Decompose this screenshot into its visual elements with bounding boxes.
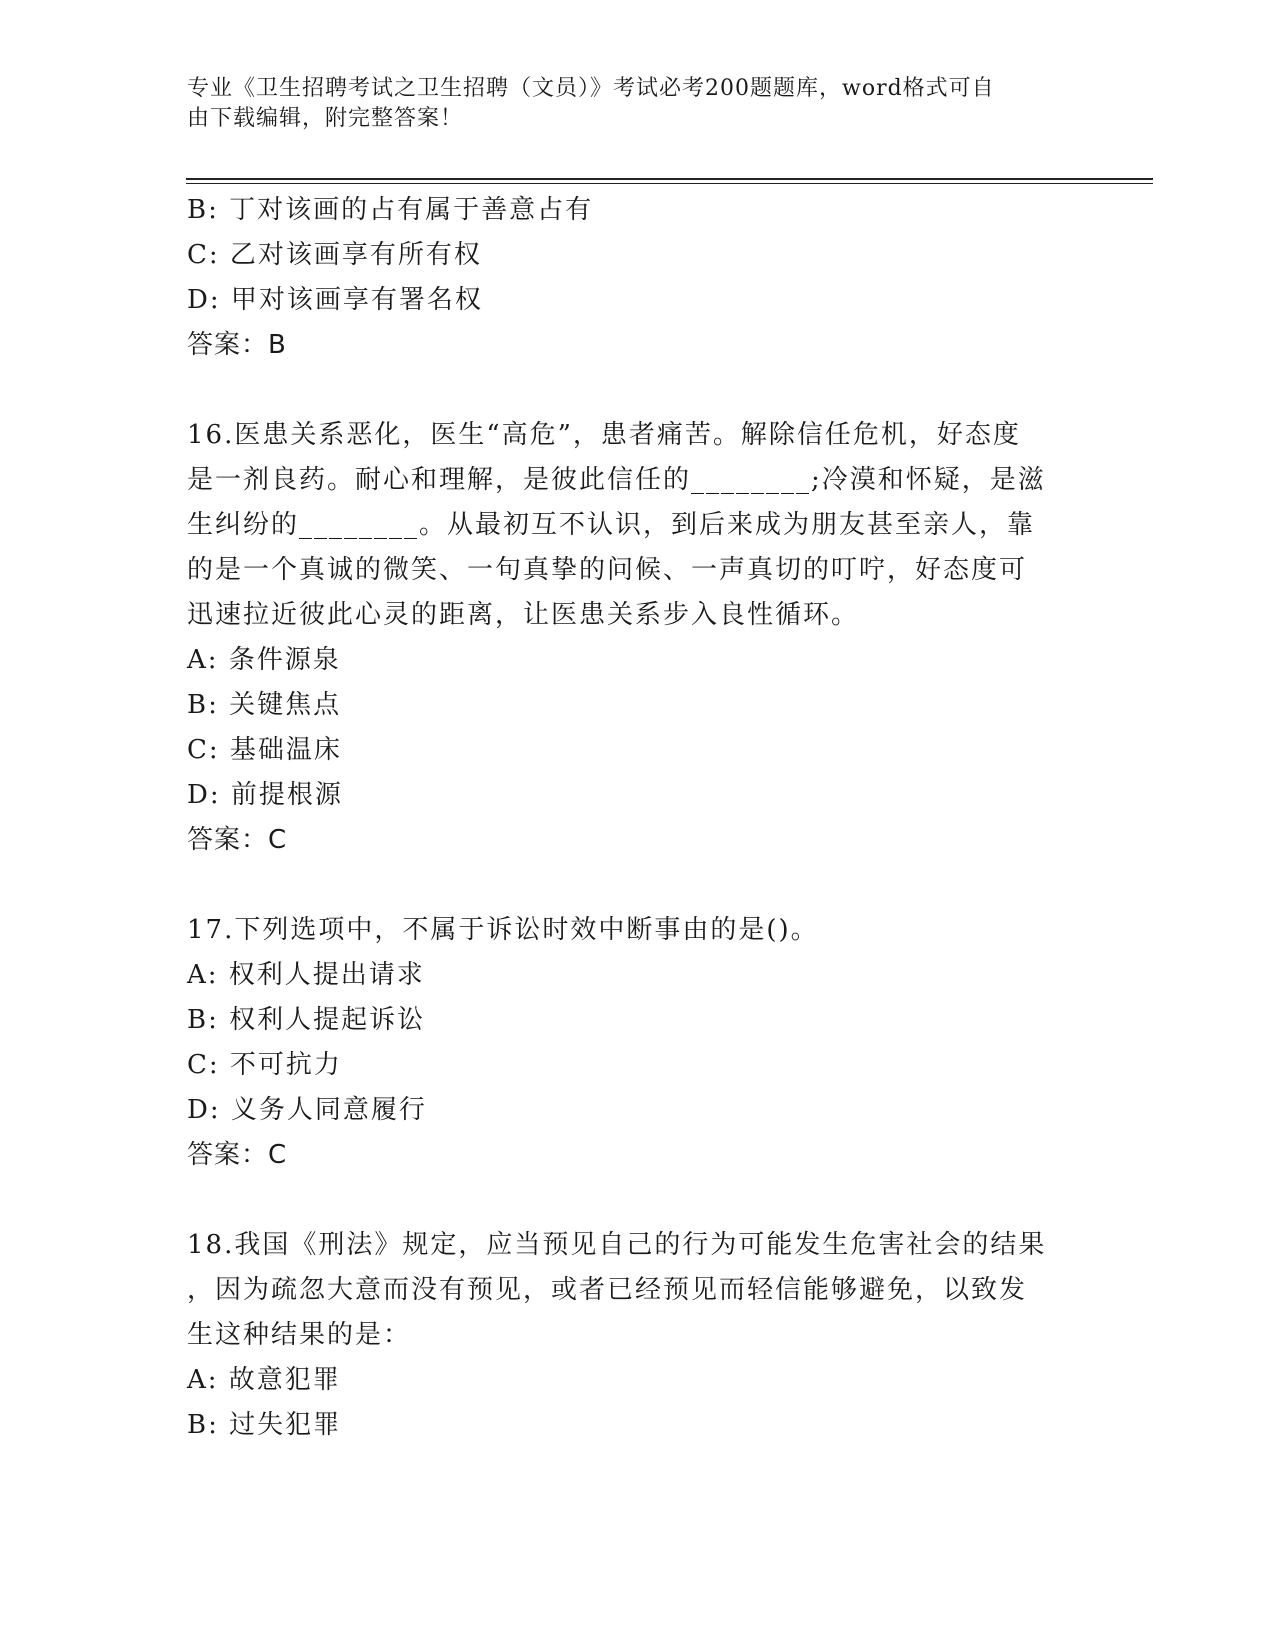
spacer (187, 368, 1087, 413)
option-d: D: 义务人同意履行 (187, 1095, 427, 1125)
spacer (187, 863, 1087, 908)
question-stem-line: 16.医患关系恶化，医生“高危”，患者痛苦。解除信任危机，好态度 (187, 420, 1021, 450)
question-stem-line: 的是一个真诚的微笑、一句真挚的问候、一声真切的叮咛，好态度可 (187, 555, 1028, 585)
option-b: B: 关键焦点 (187, 690, 342, 720)
option-a: A: 故意犯罪 (187, 1365, 341, 1395)
question-stem-line: 生这种结果的是： (187, 1320, 412, 1350)
question-16 (187, 413, 1087, 863)
question-15-tail (187, 188, 1087, 368)
header-divider-thick (186, 178, 1153, 180)
spacer (187, 1178, 1087, 1223)
option-c: C: 乙对该画享有所有权 (187, 240, 482, 270)
option-b: B: 权利人提起诉讼 (187, 1005, 426, 1035)
option-d: D: 前提根源 (187, 780, 343, 810)
header-line-1: 专业《卫生招聘考试之卫生招聘（文员）》考试必考200题题库，word格式可自 (187, 76, 995, 101)
answer-line: 答案：C (187, 825, 288, 855)
option-c: C: 基础温床 (187, 735, 342, 765)
question-18 (187, 1223, 1087, 1448)
header-divider-thin (186, 183, 1153, 184)
question-stem-line: 17.下列选项中，不属于诉讼时效中断事由的是()。 (187, 915, 819, 945)
question-stem-line: ，因为疏忽大意而没有预见，或者已经预见而轻信能够避免，以致发 (187, 1275, 1028, 1305)
answer-line: 答案：C (187, 1140, 288, 1170)
question-content (187, 188, 1087, 1448)
question-17 (187, 908, 1087, 1178)
option-a: A: 条件源泉 (187, 645, 341, 675)
question-stem-line: 生纠纷的________。从最初互不认识，到后来成为朋友甚至亲人，靠 (187, 510, 1036, 540)
option-d: D: 甲对该画享有署名权 (187, 285, 483, 315)
question-stem-line: 18.我国《刑法》规定，应当预见自己的行为可能发生危害社会的结果 (187, 1230, 1047, 1260)
question-stem-line: 是一剂良药。耐心和理解，是彼此信任的________;冷漠和怀疑，是滋 (187, 465, 1046, 495)
option-b: B: 丁对该画的占有属于善意占有 (187, 195, 594, 225)
option-c: C: 不可抗力 (187, 1050, 342, 1080)
document-header (187, 74, 1087, 134)
question-stem-line: 迅速拉近彼此心灵的距离，让医患关系步入良性循环。 (187, 600, 860, 630)
option-a: A: 权利人提出请求 (187, 960, 425, 990)
option-b: B: 过失犯罪 (187, 1410, 342, 1440)
answer-line: 答案：B (187, 330, 287, 360)
header-line-2: 由下载编辑，附完整答案！ (187, 106, 464, 131)
